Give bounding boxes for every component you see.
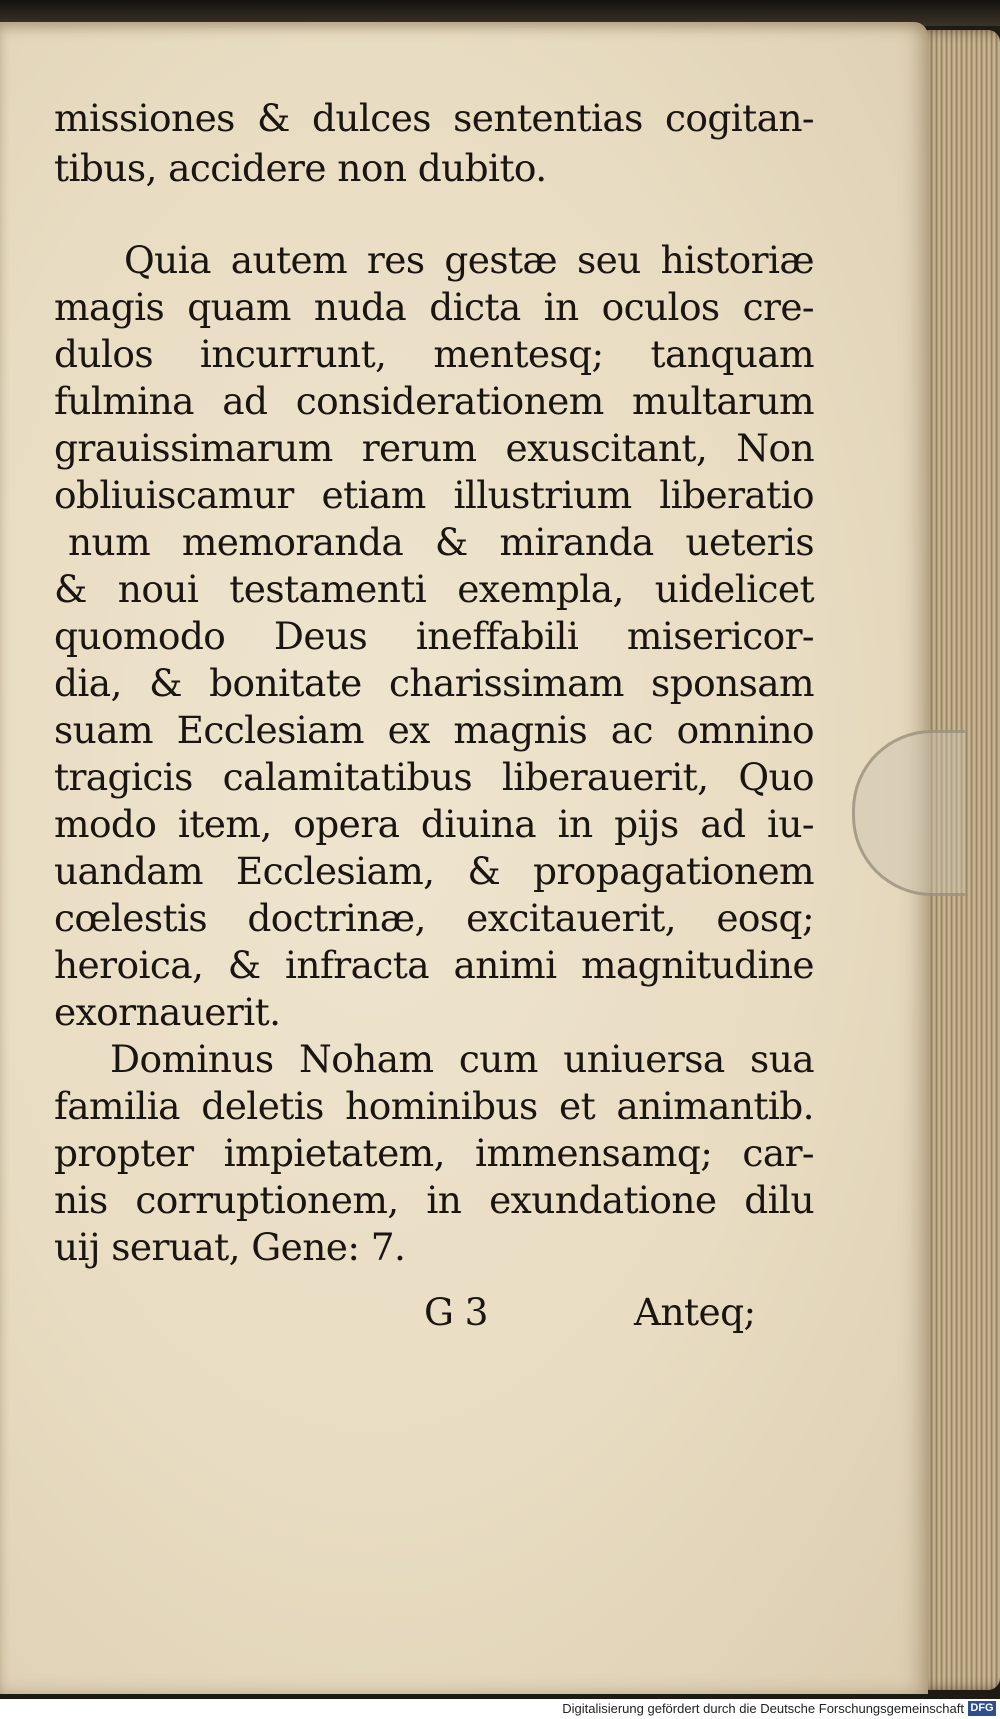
text-line: magis quam nuda dicta in oculos cre- [54, 285, 814, 329]
signature-mark: G 3 [424, 1290, 488, 1334]
text-line: tibus, accidere non dubito. [54, 146, 547, 190]
text-line: propter impietatem, immensamq; car- [54, 1131, 814, 1175]
text-line: suam Ecclesiam ex magnis ac omnino [54, 708, 814, 752]
text-line: obliuiscamur etiam illustrium liberatio [54, 473, 814, 517]
catchword: Anteq; [634, 1290, 756, 1334]
text-line: cœlestis doctrinæ, excitauerit, eosq; [54, 896, 814, 940]
text-line: & noui testamenti exempla, uidelicet [54, 567, 814, 611]
text-line: num memoranda & miranda ueteris [68, 520, 814, 564]
text-line: dulos incurrunt, mentesq; tanquam [54, 332, 814, 376]
text-line: missiones & dulces sententias cogitan- [54, 96, 814, 140]
text-line: dia, & bonitate charissimam sponsam [54, 661, 814, 705]
text-line: exornauerit. [54, 990, 281, 1034]
text-line: fulmina ad considerationem multarum [54, 379, 814, 423]
text-line: tragicis calamitatibus liberauerit, Quo [54, 755, 814, 799]
text-line: uandam Ecclesiam, & propagationem [54, 849, 814, 893]
text-line: Quia autem res gestæ seu historiæ [124, 238, 814, 282]
text-line: grauissimarum rerum exuscitant, Non [54, 426, 814, 470]
text-line: nis corruptionem, in exundatione dilu [54, 1178, 814, 1222]
text-line: familia deletis hominibus et animantib. [54, 1084, 814, 1128]
text-line: heroica, & infracta animi magnitudine [54, 943, 814, 987]
text-line: Dominus Noham cum uniuersa sua [110, 1037, 814, 1081]
text-line: quomodo Deus ineffabili misericor- [54, 614, 814, 658]
dfg-logo: DFG [968, 1701, 996, 1716]
text-line: uij seruat, Gene: 7. [54, 1225, 406, 1269]
footer-credit: Digitalisierung gefördert durch die Deutsche Forschungsgemeinschaft [562, 1701, 964, 1716]
text-line: modo item, opera diuina in pijs ad iu- [54, 802, 814, 846]
